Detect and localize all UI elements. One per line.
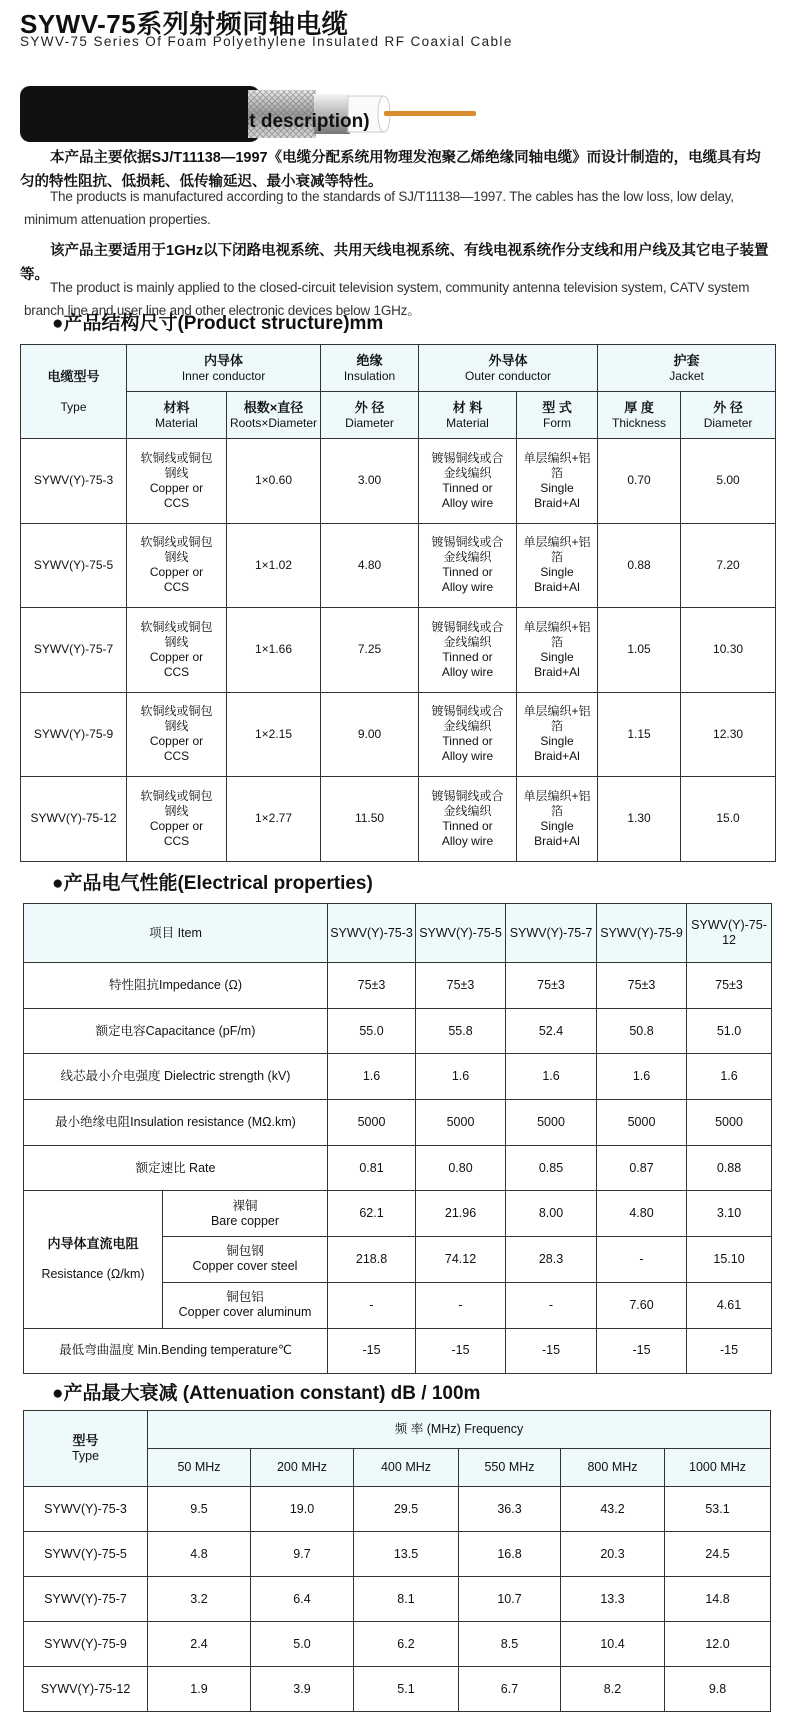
outer-form-cn: 单层编织+铝箔 <box>523 704 591 734</box>
attenuation-value: 19.0 <box>251 1487 354 1532</box>
header-model: SYWV(Y)-75-3 <box>328 904 416 963</box>
attenuation-value: 24.5 <box>665 1532 771 1577</box>
inner-material-cn: 软铜线或铜包钢线 <box>140 619 213 649</box>
jacket-diameter: 15.0 <box>681 777 776 862</box>
outer-material <box>419 777 517 862</box>
roots-diameter: 1×2.15 <box>227 692 321 777</box>
header-model: SYWV(Y)-75-12 <box>687 904 772 963</box>
property-value: 3.10 <box>687 1191 772 1237</box>
outer-form-cn: 单层编织+铝箔 <box>523 450 591 480</box>
table-row <box>24 1622 771 1667</box>
property-value: - <box>328 1282 416 1328</box>
attenuation-value: 10.4 <box>561 1622 665 1667</box>
conductor-type-cn: 铜包铝 <box>226 1290 264 1305</box>
outer-material <box>419 692 517 777</box>
jacket-thickness: 1.30 <box>598 777 681 862</box>
property-value: 1.6 <box>687 1054 772 1100</box>
header-model: SYWV(Y)-75-5 <box>416 904 506 963</box>
frequency-header: 1000 MHz <box>665 1449 771 1487</box>
outer-form <box>517 692 598 777</box>
attenuation-value: 2.4 <box>148 1622 251 1667</box>
jacket-diameter: 10.30 <box>681 608 776 693</box>
resistance-label-en: Resistance (Ω/km) <box>41 1267 145 1282</box>
conductor-type-en: Copper cover aluminum <box>178 1305 312 1320</box>
attenuation-value: 8.5 <box>459 1622 561 1667</box>
outer-form-en: Single Braid+Al <box>534 649 580 679</box>
insulation-diameter: 11.50 <box>321 777 419 862</box>
jacket-diameter: 12.30 <box>681 692 776 777</box>
header-type: 电缆型号 Type <box>21 345 127 439</box>
attenuation-value: 20.3 <box>561 1532 665 1577</box>
header-item: 项目 Item <box>24 904 328 963</box>
property-value: 51.0 <box>687 1008 772 1054</box>
outer-material-cn: 镀锡铜线或合金线编织 <box>431 704 504 734</box>
outer-material <box>419 608 517 693</box>
header-thickness: 厚 度 Thickness <box>598 392 681 439</box>
header-outer-conductor: 外导体 Outer conductor <box>419 345 598 392</box>
frequency-header: 550 MHz <box>459 1449 561 1487</box>
attenuation-value: 36.3 <box>459 1487 561 1532</box>
outer-form <box>517 777 598 862</box>
inner-material-cn: 软铜线或铜包钢线 <box>140 704 213 734</box>
header-type: 型号 Type <box>24 1411 148 1487</box>
property-value: 28.3 <box>506 1237 597 1283</box>
header-frequency: 频 率 (MHz) Frequency <box>148 1411 771 1449</box>
attenuation-value: 6.7 <box>459 1667 561 1712</box>
conductor-type <box>163 1237 328 1283</box>
property-label: 最小绝缘电阻Insulation resistance (MΩ.km) <box>24 1100 328 1146</box>
page-subtitle: SYWV-75 Series Of Foam Polyethylene Insulated RF Coaxial Cable <box>20 34 513 49</box>
outer-material-en: Tinned or Alloy wire <box>441 818 494 848</box>
description-paragraph-1-en: The products is manufactured according to the standards of SJ/T11138—1997. The cables has the low loss, low delay, minimum attenuation properties. <box>24 189 734 227</box>
property-value: -15 <box>328 1328 416 1374</box>
table-row <box>24 1328 772 1374</box>
table-row <box>21 439 776 524</box>
property-value: 21.96 <box>416 1191 506 1237</box>
roots-diameter: 1×2.77 <box>227 777 321 862</box>
table-row <box>24 1100 772 1146</box>
inner-material-en: Copper or CCS <box>149 565 204 595</box>
inner-material <box>127 692 227 777</box>
outer-form-en: Single Braid+Al <box>534 480 580 510</box>
property-value: 0.81 <box>328 1145 416 1191</box>
conductor-type-en: Copper cover steel <box>192 1259 298 1274</box>
property-value: 4.61 <box>687 1282 772 1328</box>
inner-material-cn: 软铜线或铜包钢线 <box>140 788 213 818</box>
section-heading-structure: ●产品结构尺寸(Product structure)mm <box>52 313 384 334</box>
property-value: 5000 <box>687 1100 772 1146</box>
jacket-thickness: 1.05 <box>598 608 681 693</box>
description-paragraph-2-en: The product is mainly applied to the closed-circuit television system, community antenna television system, CATV system branch line and user line and other electronic devices below 1GHz。 <box>24 280 750 318</box>
frequency-header: 200 MHz <box>251 1449 354 1487</box>
inner-material-en: Copper or CCS <box>149 818 204 848</box>
frequency-header: 50 MHz <box>148 1449 251 1487</box>
table-row <box>21 777 776 862</box>
electrical-table <box>23 903 772 1374</box>
conductor-type <box>163 1191 328 1237</box>
property-value: 218.8 <box>328 1237 416 1283</box>
table-row <box>24 1054 772 1100</box>
table-row <box>21 608 776 693</box>
property-value: 74.12 <box>416 1237 506 1283</box>
attenuation-value: 13.3 <box>561 1577 665 1622</box>
table-row <box>24 1532 771 1577</box>
property-value: -15 <box>506 1328 597 1374</box>
property-value: 0.80 <box>416 1145 506 1191</box>
header-jacket: 护套 Jacket <box>598 345 776 392</box>
attenuation-value: 5.0 <box>251 1622 354 1667</box>
outer-form-cn: 单层编织+铝箔 <box>523 535 591 565</box>
header-inner-conductor: 内导体 Inner conductor <box>127 345 321 392</box>
attenuation-value: 8.1 <box>354 1577 459 1622</box>
attenuation-value: 3.2 <box>148 1577 251 1622</box>
header-material: 材料 Material <box>127 392 227 439</box>
attenuation-value: 53.1 <box>665 1487 771 1532</box>
header-insulation-diameter: 外 径 Diameter <box>321 392 419 439</box>
outer-material-cn: 镀锡铜线或合金线编织 <box>431 535 504 565</box>
property-value: 75±3 <box>687 963 772 1009</box>
jacket-diameter: 5.00 <box>681 439 776 524</box>
header-jacket-diameter: 外 径 Diameter <box>681 392 776 439</box>
property-value: 75±3 <box>506 963 597 1009</box>
attenuation-value: 1.9 <box>148 1667 251 1712</box>
property-value: 52.4 <box>506 1008 597 1054</box>
attenuation-value: 3.9 <box>251 1667 354 1712</box>
outer-form-cn: 单层编织+铝箔 <box>523 619 591 649</box>
outer-form <box>517 523 598 608</box>
section-heading-description: ●产品使用说明(Product description) <box>52 111 370 132</box>
property-value: - <box>506 1282 597 1328</box>
property-value: 75±3 <box>597 963 687 1009</box>
property-value: -15 <box>597 1328 687 1374</box>
property-value: 1.6 <box>328 1054 416 1100</box>
description-paragraph-2-cn: 该产品主要适用于1GHz以下闭路电视系统、共用天线电视系统、有线电视系统作分支线和用户线及其它电子装置等。 <box>20 243 769 283</box>
property-value: 15.10 <box>687 1237 772 1283</box>
table-row <box>24 1145 772 1191</box>
property-value: 75±3 <box>328 963 416 1009</box>
outer-material <box>419 439 517 524</box>
property-value: 55.8 <box>416 1008 506 1054</box>
outer-form-en: Single Braid+Al <box>534 565 580 595</box>
outer-material-en: Tinned or Alloy wire <box>441 649 494 679</box>
attenuation-value: 5.1 <box>354 1667 459 1712</box>
property-label: 最低弯曲温度 Min.Bending temperature℃ <box>24 1328 328 1374</box>
table-row <box>24 1487 771 1532</box>
inner-material-en: Copper or CCS <box>149 480 204 510</box>
property-value: 0.87 <box>597 1145 687 1191</box>
conductor-type-en: Bare copper <box>210 1213 280 1228</box>
property-value: 1.6 <box>506 1054 597 1100</box>
insulation-diameter: 9.00 <box>321 692 419 777</box>
inner-material <box>127 608 227 693</box>
roots-diameter: 1×1.66 <box>227 608 321 693</box>
attenuation-value: 16.8 <box>459 1532 561 1577</box>
attenuation-value: 4.8 <box>148 1532 251 1577</box>
inner-material-cn: 软铜线或铜包钢线 <box>140 535 213 565</box>
cable-type: SYWV(Y)-75-9 <box>24 1622 148 1667</box>
header-model: SYWV(Y)-75-7 <box>506 904 597 963</box>
roots-diameter: 1×1.02 <box>227 523 321 608</box>
property-value: 7.60 <box>597 1282 687 1328</box>
attenuation-table <box>23 1410 771 1712</box>
frequency-header: 400 MHz <box>354 1449 459 1487</box>
property-value: - <box>416 1282 506 1328</box>
cable-type: SYWV(Y)-75-9 <box>21 692 127 777</box>
attenuation-value: 12.0 <box>665 1622 771 1667</box>
property-label: 额定速比 Rate <box>24 1145 328 1191</box>
property-value: -15 <box>416 1328 506 1374</box>
outer-form <box>517 439 598 524</box>
outer-material-cn: 镀锡铜线或合金线编织 <box>431 619 504 649</box>
property-label: 线芯最小介电强度 Dielectric strength (kV) <box>24 1054 328 1100</box>
table-row <box>24 963 772 1009</box>
property-value: 5000 <box>416 1100 506 1146</box>
cable-type: SYWV(Y)-75-12 <box>24 1667 148 1712</box>
table-row <box>24 1667 771 1712</box>
outer-form-en: Single Braid+Al <box>534 734 580 764</box>
table-row <box>24 1008 772 1054</box>
property-value: 8.00 <box>506 1191 597 1237</box>
inner-material <box>127 523 227 608</box>
jacket-diameter: 7.20 <box>681 523 776 608</box>
header-roots-diameter: 根数×直径 Roots×Diameter <box>227 392 321 439</box>
table-row <box>24 1577 771 1622</box>
page-title: SYWV-75系列射频同轴电缆 <box>20 9 349 39</box>
property-value: -15 <box>687 1328 772 1374</box>
insulation-diameter: 7.25 <box>321 608 419 693</box>
outer-material <box>419 523 517 608</box>
jacket-thickness: 1.15 <box>598 692 681 777</box>
attenuation-value: 9.8 <box>665 1667 771 1712</box>
property-value: 5000 <box>597 1100 687 1146</box>
inner-material-cn: 软铜线或铜包钢线 <box>140 450 213 480</box>
property-value: 5000 <box>328 1100 416 1146</box>
attenuation-value: 6.2 <box>354 1622 459 1667</box>
cable-type: SYWV(Y)-75-3 <box>24 1487 148 1532</box>
inner-material-en: Copper or CCS <box>149 734 204 764</box>
header-insulation: 绝缘 Insulation <box>321 345 419 392</box>
cable-type: SYWV(Y)-75-12 <box>21 777 127 862</box>
cable-type: SYWV(Y)-75-7 <box>24 1577 148 1622</box>
cable-type: SYWV(Y)-75-5 <box>21 523 127 608</box>
insulation-diameter: 3.00 <box>321 439 419 524</box>
outer-form-cn: 单层编织+铝箔 <box>523 788 591 818</box>
attenuation-value: 9.7 <box>251 1532 354 1577</box>
property-value: 0.88 <box>687 1145 772 1191</box>
outer-material-cn: 镀锡铜线或合金线编织 <box>431 450 504 480</box>
jacket-thickness: 0.88 <box>598 523 681 608</box>
attenuation-value: 8.2 <box>561 1667 665 1712</box>
attenuation-value: 14.8 <box>665 1577 771 1622</box>
cable-type: SYWV(Y)-75-5 <box>24 1532 148 1577</box>
attenuation-value: 29.5 <box>354 1487 459 1532</box>
inner-material-en: Copper or CCS <box>149 649 204 679</box>
outer-material-en: Tinned or Alloy wire <box>441 565 494 595</box>
resistance-label-cn: 内导体直流电阻 <box>47 1236 139 1252</box>
section-heading-attenuation: ●产品最大衰减 (Attenuation constant) dB / 100m <box>52 1383 481 1404</box>
cable-type: SYWV(Y)-75-3 <box>21 439 127 524</box>
property-label: 特性阻抗Impedance (Ω) <box>24 963 328 1009</box>
property-value: 0.85 <box>506 1145 597 1191</box>
property-value: 50.8 <box>597 1008 687 1054</box>
attenuation-value: 9.5 <box>148 1487 251 1532</box>
outer-form-en: Single Braid+Al <box>534 818 580 848</box>
frequency-header: 800 MHz <box>561 1449 665 1487</box>
property-label: 额定电容Capacitance (pF/m) <box>24 1008 328 1054</box>
attenuation-value: 43.2 <box>561 1487 665 1532</box>
insulation-diameter: 4.80 <box>321 523 419 608</box>
resistance-label <box>24 1191 163 1328</box>
header-form: 型 式 Form <box>517 392 598 439</box>
property-value: 75±3 <box>416 963 506 1009</box>
outer-material-cn: 镀锡铜线或合金线编织 <box>431 788 504 818</box>
conductor-type-cn: 铜包钢 <box>226 1244 264 1259</box>
property-value: 1.6 <box>416 1054 506 1100</box>
table-row <box>21 692 776 777</box>
attenuation-value: 10.7 <box>459 1577 561 1622</box>
inner-material <box>127 777 227 862</box>
section-heading-electrical: ●产品电气性能(Electrical properties) <box>52 873 373 894</box>
property-value: 5000 <box>506 1100 597 1146</box>
property-value: 62.1 <box>328 1191 416 1237</box>
property-value: 4.80 <box>597 1191 687 1237</box>
outer-material-en: Tinned or Alloy wire <box>441 480 494 510</box>
conductor-type <box>163 1282 328 1328</box>
outer-material-en: Tinned or Alloy wire <box>441 734 494 764</box>
attenuation-value: 6.4 <box>251 1577 354 1622</box>
outer-form <box>517 608 598 693</box>
header-model: SYWV(Y)-75-9 <box>597 904 687 963</box>
inner-material <box>127 439 227 524</box>
cable-type: SYWV(Y)-75-7 <box>21 608 127 693</box>
description-paragraph-1-cn: 本产品主要依据SJ/T11138—1997《电缆分配系统用物理发泡聚乙烯绝缘同轴电缆》而设计制造的，电缆具有均匀的特性阻抗、低损耗、低传输延迟、最小衰减等特性。 <box>20 150 761 190</box>
table-row <box>21 523 776 608</box>
conductor-type-cn: 裸铜 <box>232 1198 258 1213</box>
structure-table <box>20 344 776 862</box>
attenuation-value: 13.5 <box>354 1532 459 1577</box>
table-row <box>24 1191 772 1237</box>
jacket-thickness: 0.70 <box>598 439 681 524</box>
property-value: 55.0 <box>328 1008 416 1054</box>
property-value: - <box>597 1237 687 1283</box>
header-outer-material: 材 料 Material <box>419 392 517 439</box>
property-value: 1.6 <box>597 1054 687 1100</box>
roots-diameter: 1×0.60 <box>227 439 321 524</box>
